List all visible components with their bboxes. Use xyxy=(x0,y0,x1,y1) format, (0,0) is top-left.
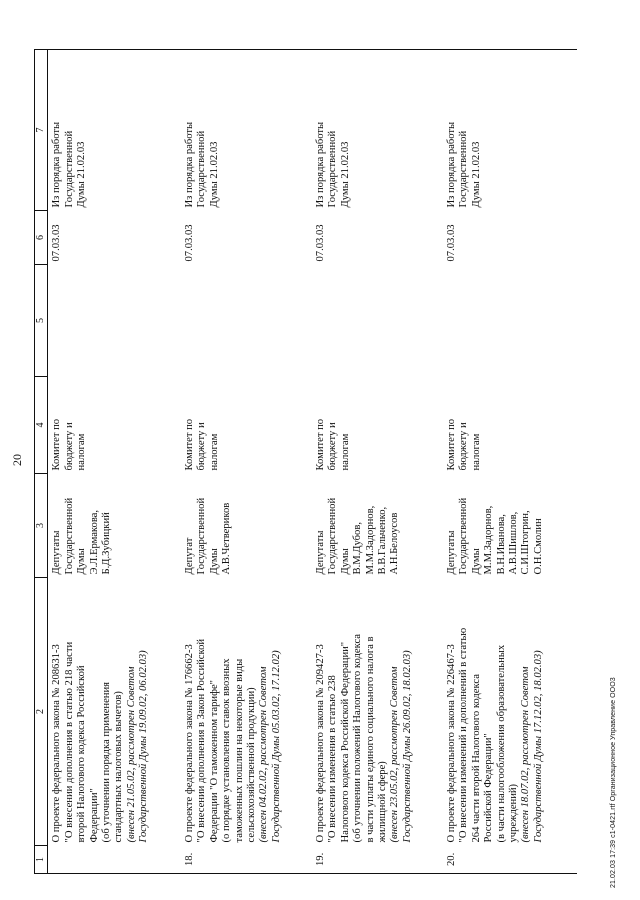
description-line: в части уплаты единого социального налога в xyxy=(364,636,376,843)
description-line: "О внесении дополнения в Закон Российской xyxy=(196,638,208,843)
agenda-status xyxy=(442,50,577,211)
row-number: 19. xyxy=(311,846,442,874)
status-line: Государственной xyxy=(458,130,470,208)
description-line: О проекте федерального закона № 209427-3 xyxy=(314,644,326,843)
column-header: 1 xyxy=(35,846,48,874)
column-5-cell xyxy=(48,265,180,377)
column-5-cell xyxy=(311,265,442,377)
author-line: Думы xyxy=(339,548,351,575)
table-row xyxy=(311,50,442,874)
description-line: второй Налогового кодекса Российской xyxy=(76,665,88,843)
review-date: 07.03.03 xyxy=(445,224,457,262)
status-line: Из порядка работы xyxy=(51,121,63,208)
author-line: В.М.Дубов, xyxy=(352,521,364,575)
column-header: 7 xyxy=(35,50,48,211)
review-date: 07.03.03 xyxy=(314,224,326,262)
author-line: М.М.Задорнов, xyxy=(483,505,495,575)
status-line: Из порядка работы xyxy=(314,121,326,208)
submission-note: (внесен 23.05.02, рассмотрен Советом xyxy=(389,666,401,843)
author-line: В.Н.Иванова, xyxy=(495,514,507,575)
author-line: Депутат xyxy=(183,537,195,575)
column-header: 5 xyxy=(35,265,48,377)
description-line: О проекте федерального закона № 176662-3 xyxy=(183,644,195,843)
description-line: стандартных налоговых вычетов) xyxy=(113,691,125,843)
status-line: Из порядка работы xyxy=(183,121,195,208)
status-line: Государственной xyxy=(327,130,339,208)
row-number: 20. xyxy=(442,846,577,874)
responsible-committee xyxy=(442,377,577,474)
description-line: (об уточнении порядка применения xyxy=(101,681,113,843)
committee-line: налогам xyxy=(339,433,351,471)
submission-note: Государственной Думы 17.12.02, 18.02.03) xyxy=(532,650,544,843)
column-5-cell xyxy=(442,265,577,377)
submission-note: (внесен 04.02.02, рассмотрен Советом xyxy=(258,666,270,843)
description-line: О проекте федерального закона № 226467-3 xyxy=(445,644,457,843)
responsible-committee xyxy=(311,377,442,474)
status-line: Думы 21.02.03 xyxy=(208,141,220,208)
author-line: В.В.Гальченко, xyxy=(376,506,388,575)
status-line: Государственной xyxy=(196,130,208,208)
author-line: Депутаты xyxy=(51,530,63,575)
bill-description xyxy=(442,578,577,846)
status-line: Думы 21.02.03 xyxy=(76,141,88,208)
column-header: 3 xyxy=(35,474,48,578)
print-footer: 21.02.03 17:39 c1-0421.rtf Организационное Управление ООО3 xyxy=(610,677,617,888)
agenda-status xyxy=(311,50,442,211)
description-line: Федерации "О таможенном тарифе" xyxy=(208,680,220,843)
status-line: Думы 21.02.03 xyxy=(470,141,482,208)
committee-line: налогам xyxy=(470,433,482,471)
bill-authors xyxy=(311,474,442,578)
description-line: сельскохозяйственной продукции) xyxy=(245,687,257,843)
row-number: 18. xyxy=(180,846,311,874)
column-5-cell xyxy=(180,265,311,377)
author-line: Депутаты xyxy=(314,530,326,575)
bill-authors xyxy=(48,474,180,578)
review-date: 07.03.03 xyxy=(51,224,63,262)
committee-line: налогам xyxy=(208,433,220,471)
author-line: С.И.Штогрин, xyxy=(520,510,532,575)
description-line: Российской Федерации" xyxy=(483,733,495,843)
author-line: Государственной xyxy=(327,497,339,575)
submission-note: Государственной Думы 19.09.02, 06.02.03) xyxy=(138,650,150,843)
description-line: таможенных пошлин на некоторые виды xyxy=(233,658,245,843)
page-number: 20 xyxy=(10,454,24,466)
author-line: О.Н.Смолин xyxy=(532,518,544,575)
header-row xyxy=(35,50,48,874)
author-line: Думы xyxy=(470,548,482,575)
author-line: А.В.Четвериков xyxy=(221,502,233,575)
description-line: "О внесении изменений и дополнений в статью xyxy=(458,627,470,843)
author-line: А.В.Шишлов, xyxy=(507,511,519,575)
committee-line: Комитет по xyxy=(183,418,195,471)
review-date: 07.03.03 xyxy=(183,224,195,262)
author-line: Б.Д.Зубицкий xyxy=(101,512,113,575)
column-header: 2 xyxy=(35,578,48,846)
table-row xyxy=(442,50,577,874)
committee-line: Комитет по xyxy=(445,418,457,471)
description-line: (о порядке установления ставок ввозных xyxy=(221,658,233,843)
author-line: М.М.Задорнов, xyxy=(364,505,376,575)
status-line: Думы 21.02.03 xyxy=(339,141,351,208)
description-line: О проекте федерального закона № 208631-3 xyxy=(51,644,63,843)
committee-line: бюджету и xyxy=(196,422,208,471)
author-line: Государственной xyxy=(196,497,208,575)
committee-line: Комитет по xyxy=(314,418,326,471)
author-line: Э.Л.Ермакова, xyxy=(88,509,100,575)
responsible-committee xyxy=(180,377,311,474)
submission-note: (внесен 18.07.02, рассмотрен Советом xyxy=(520,666,532,843)
author-line: Думы xyxy=(208,548,220,575)
agenda-status xyxy=(180,50,311,211)
submission-note: (внесен 21.05.02, рассмотрен Советом xyxy=(125,666,137,843)
description-line: жилищной сфере) xyxy=(376,761,388,843)
column-header: 4 xyxy=(35,377,48,474)
description-line: Федерации" xyxy=(88,788,100,843)
author-line: Думы xyxy=(76,548,88,575)
author-line: Государственной xyxy=(63,497,75,575)
description-line: "О внесении дополнения в статью 218 части xyxy=(63,641,75,843)
bill-authors xyxy=(442,474,577,578)
author-line: Депутаты xyxy=(445,530,457,575)
agenda-table xyxy=(34,49,577,874)
committee-line: Комитет по xyxy=(51,418,63,471)
description-line: 264 части второй Налогового кодекса xyxy=(470,674,482,843)
agenda-status xyxy=(48,50,180,211)
description-line: Налогового кодекса Российской Федерации" xyxy=(339,641,351,843)
author-line: Государственной xyxy=(458,497,470,575)
committee-line: бюджету и xyxy=(327,422,339,471)
table-row xyxy=(180,50,311,874)
description-line: (об уточнении положений Налогового кодекса xyxy=(352,634,364,843)
committee-line: бюджету и xyxy=(458,422,470,471)
submission-note: Государственной Думы 05.03.02, 17.12.02) xyxy=(270,650,282,843)
description-line: (в части налогообложения образовательных xyxy=(495,644,507,843)
status-line: Государственной xyxy=(63,130,75,208)
committee-line: бюджету и xyxy=(63,422,75,471)
bill-authors xyxy=(180,474,311,578)
bill-description xyxy=(48,578,180,846)
description-line: учреждений) xyxy=(507,783,519,843)
status-line: Из порядка работы xyxy=(445,121,457,208)
description-line: "О внесении изменения в статью 238 xyxy=(327,675,339,843)
table-row xyxy=(48,50,180,874)
responsible-committee xyxy=(48,377,180,474)
column-header: 6 xyxy=(35,211,48,265)
bill-description xyxy=(311,578,442,846)
submission-note: Государственной Думы 26.09.02, 18.02.03) xyxy=(401,650,413,843)
committee-line: налогам xyxy=(76,433,88,471)
author-line: А.Н.Белоусов xyxy=(389,512,401,575)
bill-description xyxy=(180,578,311,846)
row-number xyxy=(48,846,180,874)
